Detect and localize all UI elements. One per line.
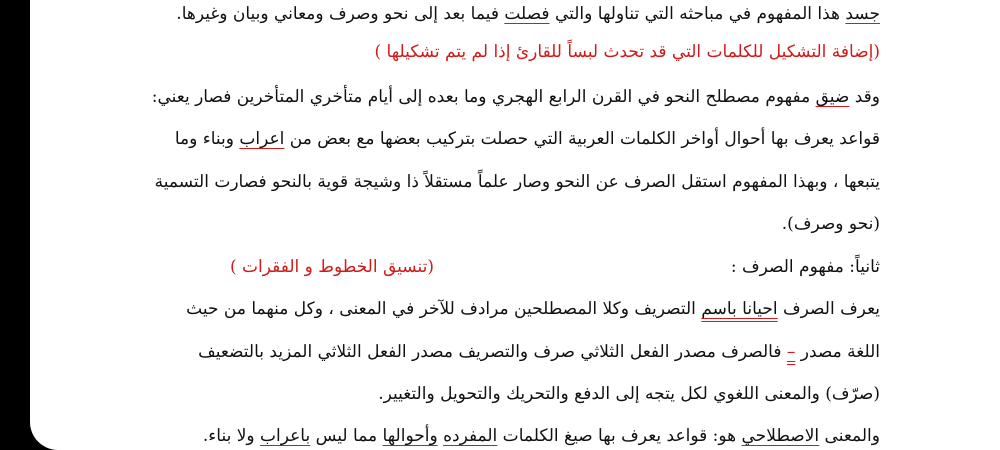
text-run: مما ليس <box>310 426 383 446</box>
text-run: يعرف الصرف <box>777 299 880 319</box>
text-run: فيما بعد إلى نحو وصرف ومعاني وبيان وغيرها. <box>176 4 505 24</box>
spelling-flag[interactable]: جسد <box>845 4 880 24</box>
text-run: والمعنى <box>819 426 880 446</box>
spelling-flag[interactable]: فصلت <box>504 4 550 24</box>
spelling-flag[interactable]: المفرده <box>443 426 498 446</box>
editor-note: (إضافة التشكيل للكلمات التي قد تحدث لبساً للقارئ إذا لم يتم تشكيلها ) <box>374 42 880 62</box>
paragraph-line <box>203 424 880 448</box>
paragraph-line: يتبعها ، وبهذا المفهوم استقل الصرف عن النحو وصار علماً مستقلاً ذا وشيجة قوية بالنحو فصارت التسمية <box>154 172 880 192</box>
section-heading: ثانياً: مفهوم الصرف : <box>730 257 880 277</box>
paragraph-line <box>175 127 880 151</box>
spelling-flag[interactable]: وأحوالها <box>382 426 438 446</box>
text-run: هذا المفهوم في مباحثه التي تناولها والتي <box>549 4 846 24</box>
spelling-flag[interactable]: ضيق <box>815 87 850 107</box>
editor-note: (تنسيق الخطوط و الفقرات ) <box>230 257 434 277</box>
grammar-flag[interactable]: – <box>786 342 796 362</box>
document-page <box>30 0 1000 450</box>
spelling-flag[interactable]: اعراب <box>239 129 285 149</box>
paragraph-line <box>198 340 880 364</box>
paragraph-line: (صرّف) والمعنى اللغوي لكل يتجه إلى الدفع والتحريك والتحويل والتغيير. <box>378 384 880 404</box>
text-run: التصريف وكلا المصطلحين مرادف للآخر في المعنى ، وكل منهما من حيث <box>186 299 702 319</box>
text-run: هو: قواعد يعرف بها صيغ الكلمات <box>497 426 742 446</box>
grammar-flag[interactable]: احيانا باسم <box>701 299 778 319</box>
paragraph-line <box>152 85 880 109</box>
spelling-flag[interactable]: باعراب <box>260 426 311 446</box>
paragraph-line: (نحو وصرف). <box>781 214 880 234</box>
text-run: مفهوم مصطلح النحو في القرن الرابع الهجري وما بعده إلى أيام متأخري المتأخرين فصار يعني: <box>151 87 816 107</box>
text-run: اللغة مصدر <box>795 342 880 362</box>
text-run: وقد <box>849 87 880 107</box>
text-run: ولا بناء. <box>202 426 261 446</box>
spelling-flag[interactable]: الاصطلاحي <box>741 426 820 446</box>
text-run: قواعد يعرف بها أحوال أواخر الكلمات العربية التي حصلت بتركيب بعضها مع بعض من <box>284 129 880 149</box>
text-run: وبناء وما <box>174 129 240 149</box>
text-run: فالصرف مصدر الفعل الثلاثي صرف والتصريف مصدر الفعل الثلاثي المزيد بالتضعيف <box>198 342 787 362</box>
paragraph-line <box>186 297 880 321</box>
paragraph-line <box>176 2 880 26</box>
